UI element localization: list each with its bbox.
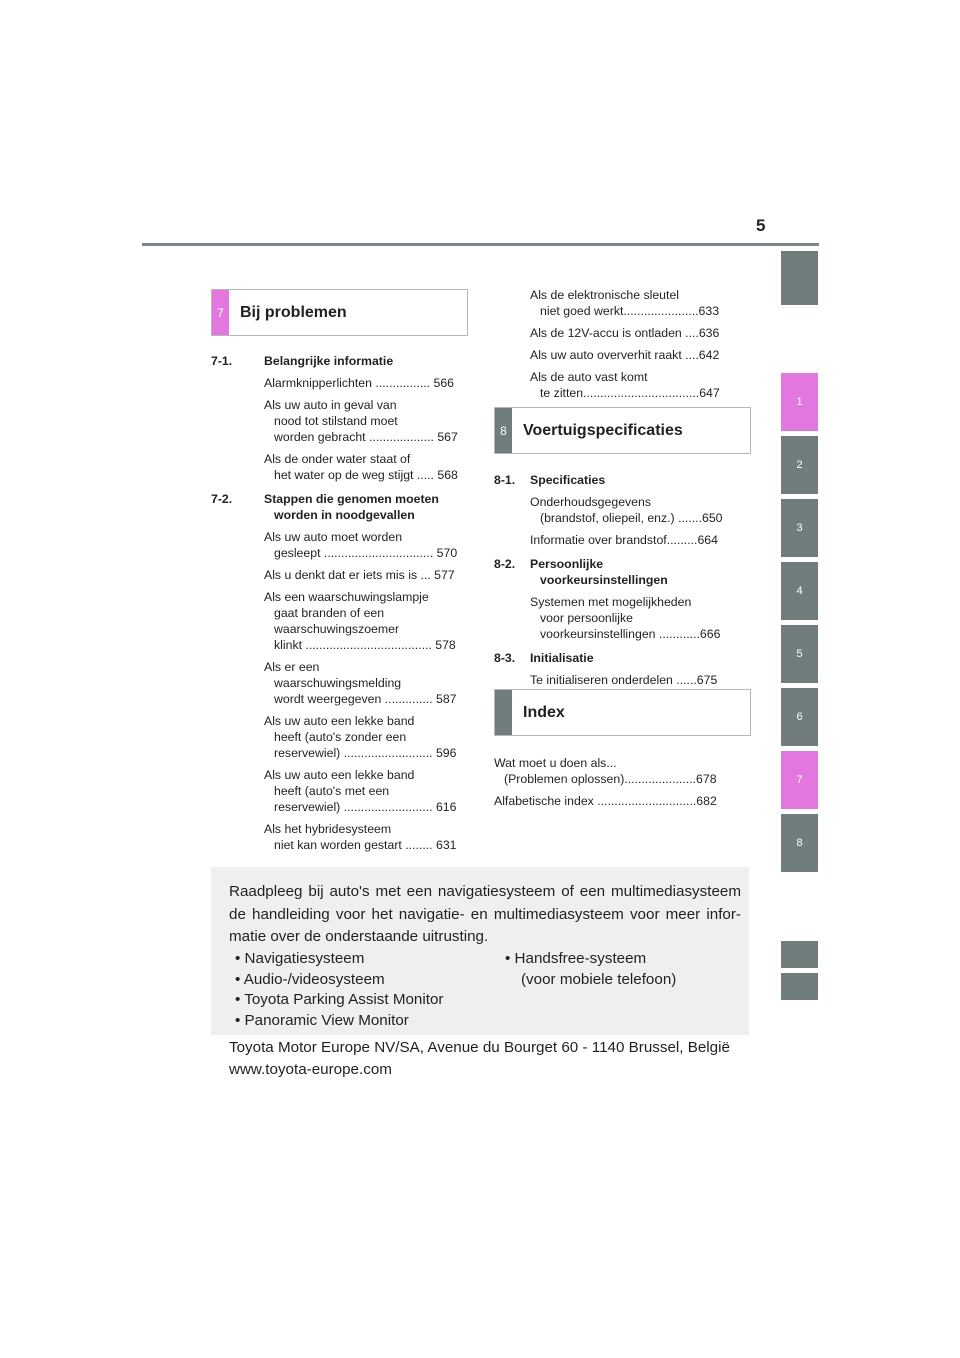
section-7-toc <box>211 353 458 853</box>
toc-entry[interactable]: Als uw auto een lekke band heeft (auto's met een reservewiel) .......................... 616 <box>264 768 457 814</box>
bullet-item-continued: (voor mobiele telefoon) <box>521 970 677 988</box>
index-title: Index <box>523 703 565 721</box>
toc-entry[interactable]: Als de 12V-accu is ontladen ....636 <box>530 326 720 340</box>
section-8-toc <box>494 472 744 688</box>
toc-entry[interactable]: Als een waarschuwingslampje gaat branden of een waarschuwingszoemer klinkt ..................................... 578 <box>264 590 456 652</box>
side-tab-3[interactable]: 3 <box>781 499 818 557</box>
header-rule <box>142 243 819 246</box>
footer-line-1: Toyota Motor Europe NV/SA, Avenue du Bourget 60 - 1140 Brussel, België <box>229 1039 730 1056</box>
toc-entry[interactable]: Als het hybridesysteem niet kan worden gestart ........ 631 <box>264 822 457 852</box>
section-7-title: Bij problemen <box>240 303 347 321</box>
toc-entry[interactable]: Als uw auto oververhit raakt ....642 <box>530 348 720 362</box>
toc-entry[interactable]: Wat moet u doen als... (Problemen oplossen).....................678 <box>494 756 717 786</box>
info-box <box>211 867 749 1035</box>
bullet-item: • Panoramic View Monitor <box>235 1011 409 1029</box>
footer-url[interactable]: www.toyota-europe.com <box>229 1061 392 1078</box>
footer-address <box>229 1037 730 1081</box>
side-tab-1[interactable]: 1 <box>781 373 818 431</box>
index-header[interactable] <box>494 689 751 736</box>
section-8-title: Voertuigspecificaties <box>523 421 683 439</box>
toc-entry[interactable]: Als uw auto in geval van nood tot stilstand moet worden gebracht ................... 567 <box>264 398 458 444</box>
bullet-list-right <box>505 949 676 990</box>
toc-entry[interactable]: Als uw auto een lekke band heeft (auto's zonder een reservewiel) .......................... 596 <box>264 714 457 760</box>
toc-entry[interactable]: Systemen met mogelijkheden voor persoonlijke voorkeursinstellingen ............666 <box>530 595 721 641</box>
side-tab-blank-a[interactable] <box>781 941 818 968</box>
toc-group-8-1[interactable]: 8-1. Specificaties <box>494 473 606 487</box>
bullet-item: • Navigatiesysteem <box>235 950 365 967</box>
side-tab-5[interactable]: 5 <box>781 625 818 683</box>
section-7-toc-continued <box>494 287 742 401</box>
side-tab-7[interactable]: 7 <box>781 751 818 809</box>
toc-entry[interactable]: Te initialiseren onderdelen ......675 <box>530 673 718 687</box>
bullet-list-left <box>235 949 443 1031</box>
toc-group-8-3[interactable]: 8-3. Initialisatie <box>494 651 594 665</box>
toc-group-7-2[interactable]: 7-2. Stappen die genomen moeten worden in noodgevallen <box>211 492 439 522</box>
bullet-item: • Handsfree-systeem <box>505 950 647 967</box>
side-tab-2[interactable]: 2 <box>781 436 818 494</box>
side-tab-8[interactable]: 8 <box>781 814 818 872</box>
side-tab-blank-top[interactable] <box>781 251 818 305</box>
bullet-item: • Audio-/videosysteem <box>235 970 385 988</box>
toc-entry[interactable]: Alarmknipperlichten ................ 566 <box>264 376 455 390</box>
side-tab-6[interactable]: 6 <box>781 688 818 746</box>
toc-entry[interactable]: Als de auto vast komt te zitten..................................647 <box>530 370 720 400</box>
section-8-number: 8 <box>495 408 512 453</box>
toc-entry[interactable]: Als de onder water staat of het water op de weg stijgt ..... 568 <box>264 452 458 482</box>
toc-entry[interactable]: Alfabetische index .............................682 <box>494 794 717 808</box>
toc-entry[interactable]: Informatie over brandstof.........664 <box>530 533 718 547</box>
section-8-header[interactable] <box>494 407 751 454</box>
page-number: 5 <box>756 216 766 235</box>
bullet-item: • Toyota Parking Assist Monitor <box>235 991 444 1008</box>
side-tab-4[interactable]: 4 <box>781 562 818 620</box>
index-number-tab <box>495 690 512 735</box>
index-toc <box>494 755 744 809</box>
toc-group-7-1[interactable]: 7-1. Belangrijke informatie <box>211 354 394 368</box>
toc-entry[interactable]: Onderhoudsgegevens (brandstof, oliepeil, enz.) .......650 <box>530 495 723 525</box>
toc-entry[interactable]: Als uw auto moet worden gesleept ................................ 570 <box>264 530 458 560</box>
toc-entry[interactable]: Als er een waarschuwingsmelding wordt weergegeven .............. 587 <box>264 660 457 706</box>
toc-entry[interactable]: Als u denkt dat er iets mis is ... 577 <box>264 568 455 582</box>
section-7-number: 7 <box>212 290 229 335</box>
side-tab-blank-b[interactable] <box>781 973 818 1000</box>
info-paragraph: Raadpleeg bij auto's met een navigatiesysteem of een multimediasysteem de handleiding voor het navigatie- en multimediasysteem voor meer infor- matie over de onderstaande uitrusting. <box>229 883 741 945</box>
toc-entry[interactable]: Als de elektronische sleutel niet goed werkt......................633 <box>530 288 720 318</box>
section-7-header[interactable] <box>211 289 468 336</box>
toc-group-8-2[interactable]: 8-2. Persoonlijke voorkeursinstellingen <box>494 557 668 587</box>
